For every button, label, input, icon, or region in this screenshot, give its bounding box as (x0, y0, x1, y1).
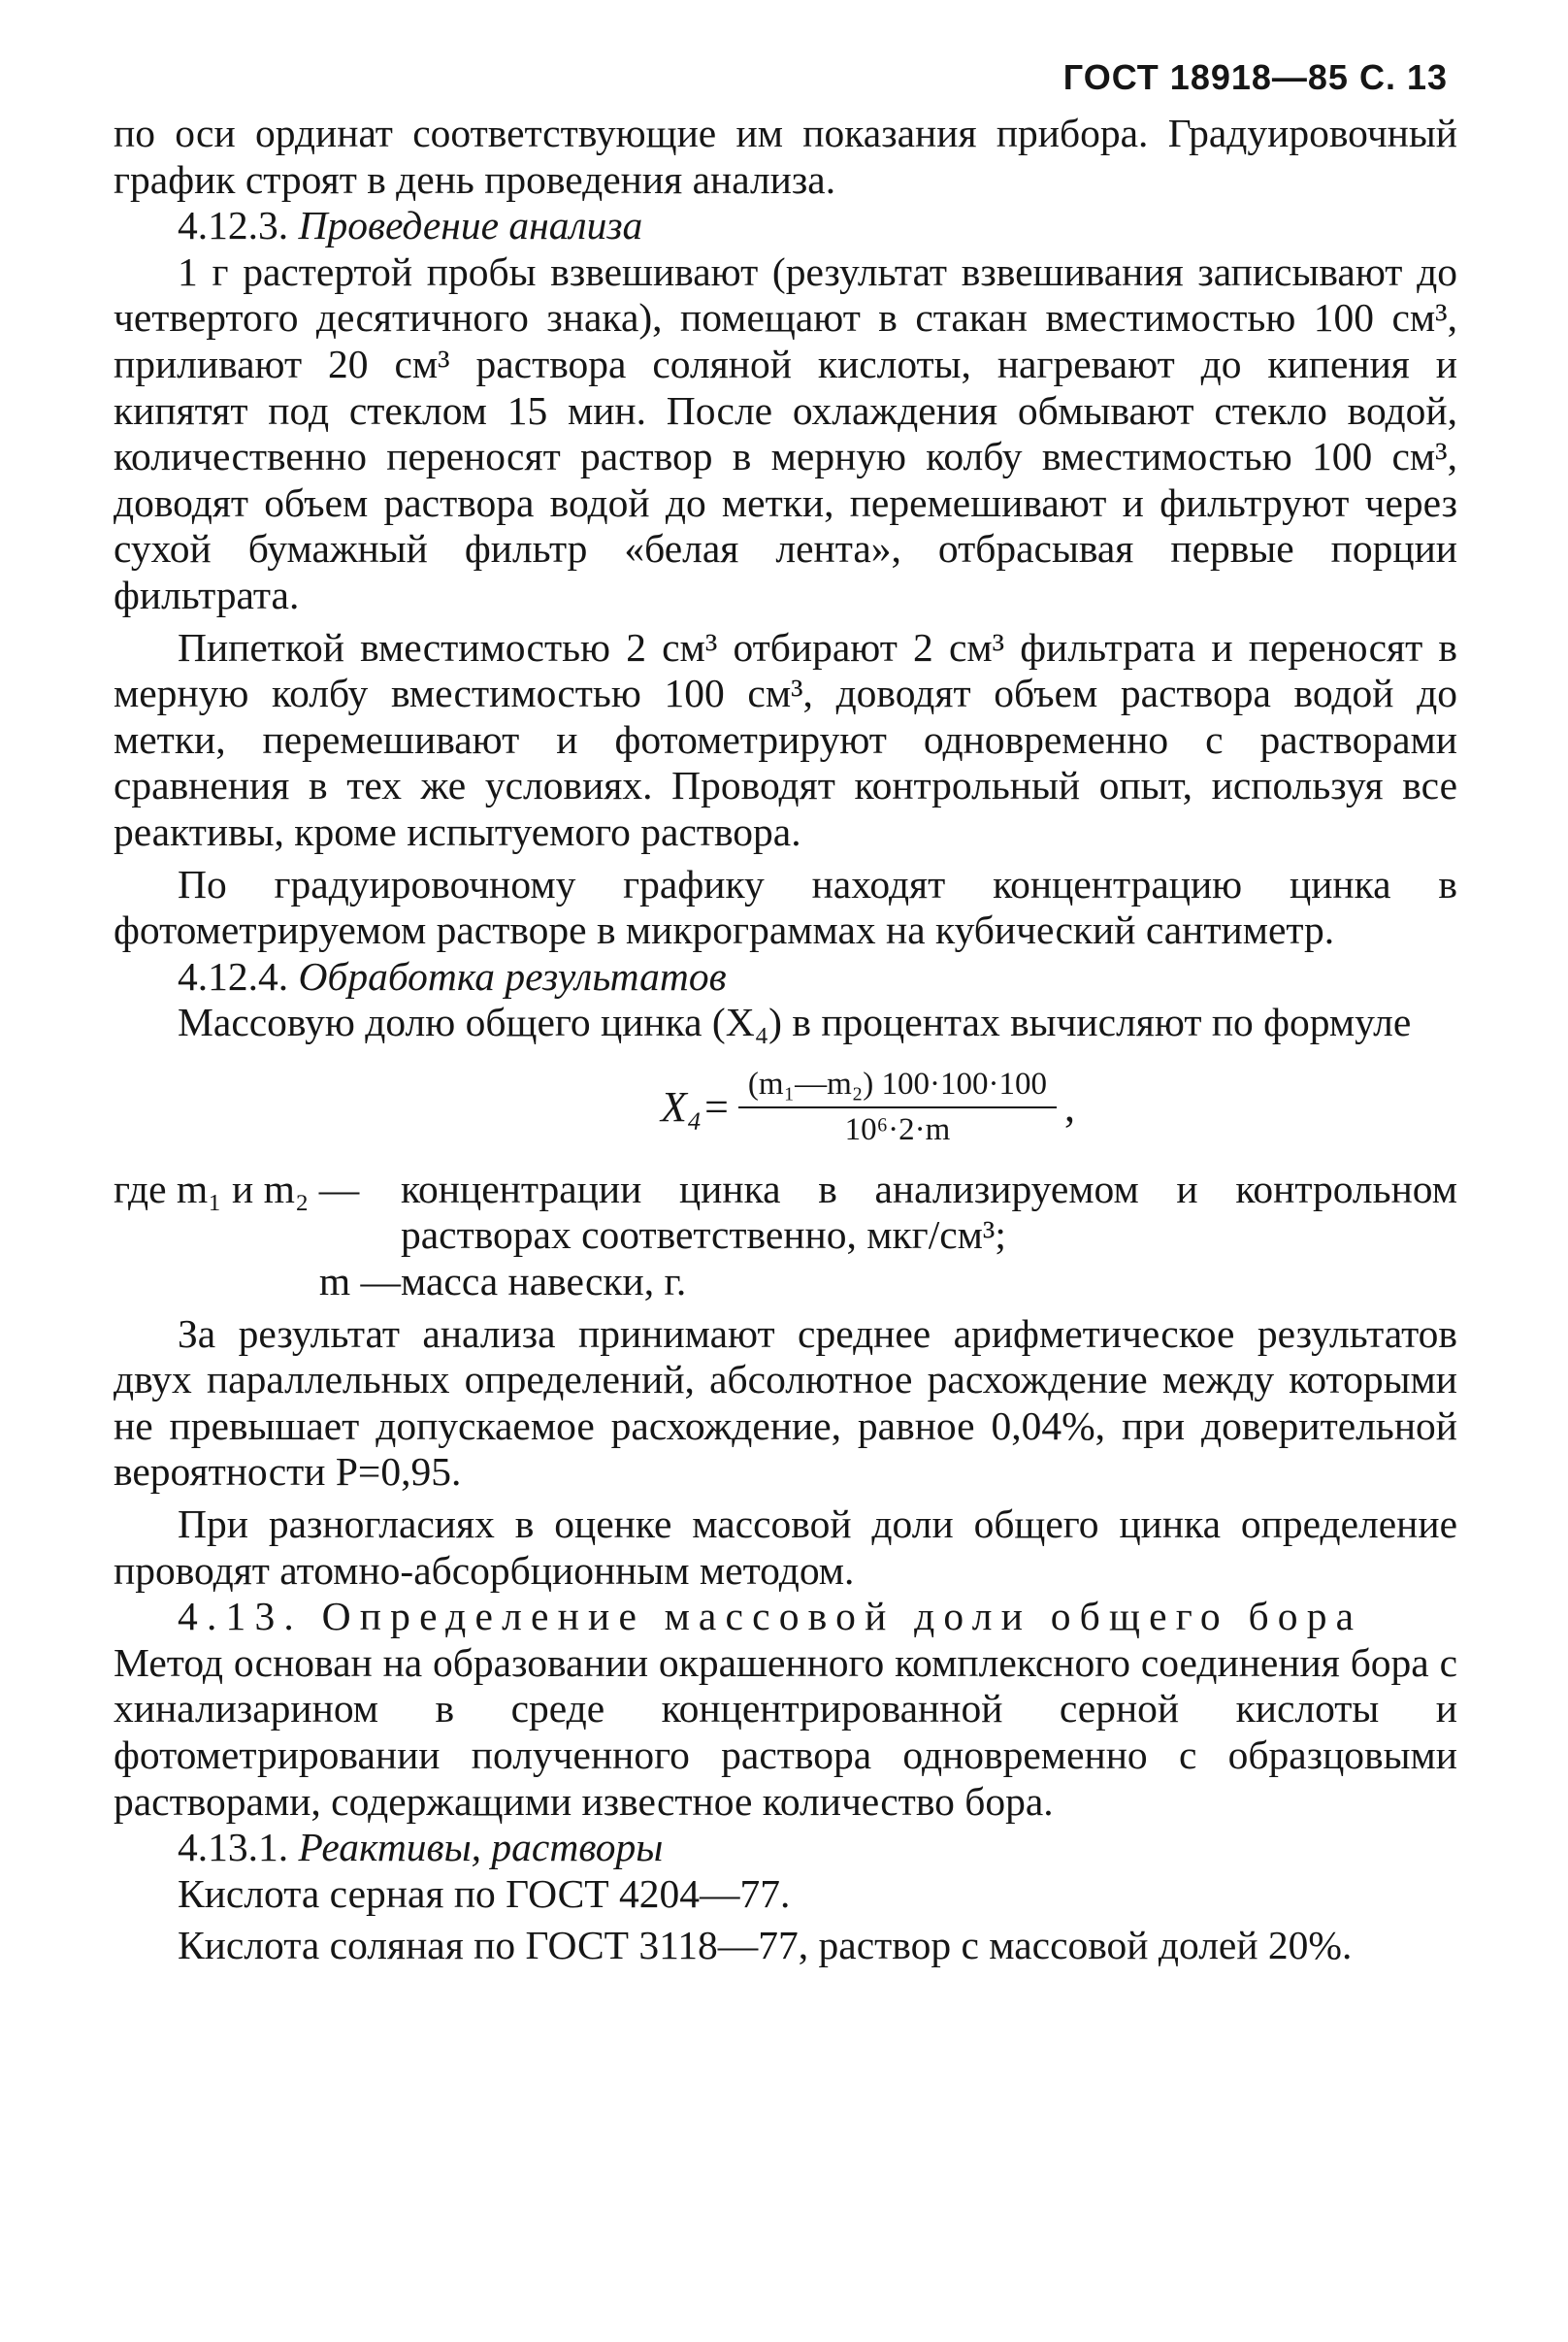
formula-numerator: (m₁—m₂) 100·100·100 (747, 1067, 1047, 1103)
legend-symbol: m — (318, 1259, 401, 1304)
paragraph: При разногласиях в оценке массовой доли общего цинка определение проводят атомно-абсорбционным методом. (114, 1501, 1457, 1593)
formula-legend (114, 1167, 1457, 1305)
paragraph: По градуировочному графику находят концентрацию цинка в фотометрируемом растворе в микрограммах на кубический сантиметр. (114, 861, 1457, 953)
paragraph: 1 г растертой пробы взвешивают (результат взвешивания записывают до четвертого десятичного знака), помещают в стакан вместимостью 100 см³, приливают 20 см³ раствора соляной кислоты, нагревают до кипения и кипятят под стеклом 15 мин. После охлаждения обмывают стекло водой, количественно переносят раствор в мерную колбу вместимостью 100 см³, доводят объем раствора водой до метки, перемешивают и фильтруют через сухой бумажный фильтр «белая лента», отбрасывая первые порции фильтрата. (114, 248, 1457, 617)
section-title: Проведение анализа (298, 203, 643, 248)
legend-symbol: где m₁ и m₂ — (114, 1166, 360, 1211)
legend-row (114, 1259, 1457, 1305)
section-title: Обработка результатов (298, 953, 727, 999)
legend-row (114, 1167, 1457, 1259)
section-number: 4.12.4. (178, 953, 289, 999)
running-header: ГОСТ 18918—85 С. 13 (1062, 57, 1448, 97)
legend-text: концентрации цинка в анализируемом и контрольном растворах соответственно, мкг/см³; (401, 1166, 1457, 1258)
paragraph: по оси ординат соответствующие им показания прибора. Градуировочный график строят в день проведения анализа. (114, 111, 1457, 202)
formula-lhs: X₄= (661, 1083, 731, 1132)
paragraph: Метод основан на образовании окрашенного комплексного соединения бора с хинализарином в среде концентрированной серной кислоты и фотометрировании полученного раствора одновременно с образцовыми растворами, содержащими известное количество бора. (114, 1639, 1457, 1824)
paragraph: За результат анализа принимают среднее арифметическое результатов двух параллельных определений, абсолютное расхождение между которыми не превышает допускаемое расхождение, равное 0,04%, при доверительной вероятности P=0,95. (114, 1310, 1457, 1495)
formula-denominator: 10⁶·2·m (844, 1112, 951, 1148)
formula-fraction (738, 1065, 1057, 1149)
subsection-heading-4-13-1 (114, 1825, 1457, 1871)
legend-text: масса навески, г. (401, 1259, 687, 1304)
section-number: 4.12.3. (178, 203, 289, 248)
section-title: Реактивы, растворы (298, 1825, 664, 1870)
subsection-heading-4-12-3 (114, 203, 1457, 249)
formula-comma: , (1063, 1083, 1075, 1132)
document-body (114, 111, 1457, 1969)
paragraph: Массовую долю общего цинка (X₄) в процентах вычисляют по формуле (178, 1000, 1412, 1045)
section-heading-4-13: 4.13. Определение массовой доли общего бора (178, 1594, 1363, 1639)
subsection-heading-4-12-4 (114, 954, 1457, 1001)
section-number: 4.13.1. (178, 1825, 289, 1870)
paragraph: Кислота соляная по ГОСТ 3118—77, раствор с массовой долей 20%. (178, 1923, 1353, 1968)
paragraph: Кислота серная по ГОСТ 4204—77. (178, 1870, 791, 1916)
paragraph: Пипеткой вместимостью 2 см³ отбирают 2 см³ фильтрата и переносят в мерную колбу вместимостью 100 см³, доводят объем раствора водой до метки, перемешивают и фотометрируют одновременно с растворами сравнения в тех же условиях. Проводят контрольный опыт, используя все реактивы, кроме испытуемого раствора. (114, 624, 1457, 854)
formula (278, 1050, 1457, 1165)
